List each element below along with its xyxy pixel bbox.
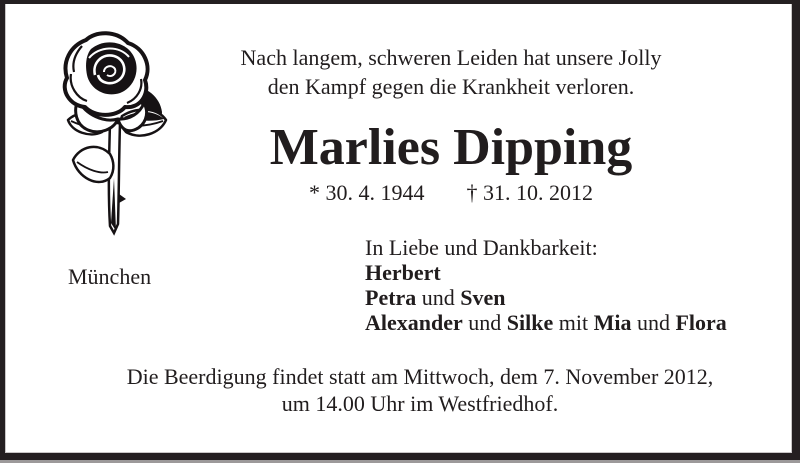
mourner-name: Herbert [365,260,441,285]
mourner-name: Silke [506,310,554,335]
mourner-name: Flora [675,310,727,335]
connector-text: und [416,285,461,310]
intro-line-2: den Kampf gegen die Krankheit verloren. [267,73,635,99]
connector-text: und [462,310,507,335]
death-date: † 31. 10. 2012 [466,180,593,205]
life-dates [151,180,751,206]
mourner-name: Sven [460,285,506,310]
mourner-line [365,310,727,335]
funeral-line-2: um 14.00 Uhr im Westfriedhof. [281,390,559,416]
mourners-block [365,235,727,335]
mourner-name: Alexander [365,310,463,335]
funeral-info [60,364,780,417]
city-label: München [68,264,152,289]
mourner-name: Petra [365,285,417,310]
intro-line-1: Nach langem, schweren Leiden hat unsere Jolly [240,45,662,70]
birth-date: * 30. 4. 1944 [309,180,425,205]
deceased-name: Marlies Dipping [269,119,633,176]
connector-text: mit [553,310,594,335]
funeral-line-1: Die Beerdigung findet statt am Mittwoch, dem 7. November 2012, [126,364,714,389]
mourner-name: Mia [593,310,632,335]
connector-text: und [631,310,676,335]
intro-text [151,44,751,101]
dedication-line: In Liebe und Dankbarkeit: [365,235,598,260]
mourner-line [365,260,727,285]
mourner-line [365,285,727,310]
